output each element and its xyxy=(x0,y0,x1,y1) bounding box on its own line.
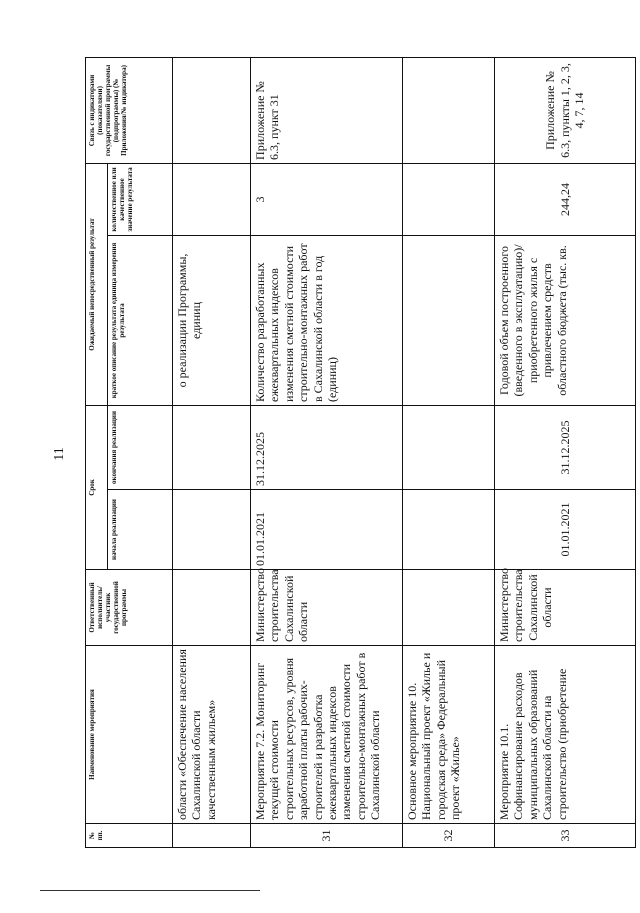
cell-desc: Годовой объем построенного (введенного в эксплуатацию)/ приобретенного жилья с привлечением средств областного бюджета (тыс. кв. xyxy=(495,235,636,405)
header-num: № пп. xyxy=(86,824,173,848)
cell-value xyxy=(173,163,251,235)
header-term-end: окончания реализации xyxy=(108,405,173,489)
cell-indicator xyxy=(173,57,251,163)
cell-indicator: Приложение № 6.3, пункты 1, 2, 3, 4, 7, 14 xyxy=(495,57,636,163)
cell-executor: Министерство строительства Сахалинской области xyxy=(251,570,403,646)
cell-executor xyxy=(403,570,495,646)
header-term-start: начала реализации xyxy=(108,490,173,570)
header-indicator: Связь с индикаторами (показателями) государственной программы (подпрограммы) (№ Приложения/№ индикатора) xyxy=(86,57,173,163)
header-result-value: количественное или качественное значение результата xyxy=(108,163,173,235)
cell-end: 31.12.2025 xyxy=(251,405,403,489)
measures-table xyxy=(85,57,636,848)
cell-value xyxy=(403,163,495,235)
cell-name: Мероприятие 7.2. Мониторинг текущей стоимости строительных ресурсов, уровня заработной платы рабочих-строителей и разработка ежеквартальных индексов изменения сметной стоимости строительно-монтажных работ в Сахалинской области xyxy=(251,646,403,824)
table-container xyxy=(85,58,635,848)
table-row xyxy=(403,57,495,847)
cell-indicator xyxy=(403,57,495,163)
cell-start: 01.01.2021 xyxy=(495,490,636,570)
cell-num: 33 xyxy=(495,824,636,848)
cell-name: области «Обеспечение населения Сахалинской области качественным жильем» xyxy=(173,646,251,824)
header-result-desc: краткое описание результата единица измерения результата xyxy=(108,235,173,405)
header-term: Срок xyxy=(86,405,108,569)
table-row xyxy=(173,57,251,847)
cell-num: 31 xyxy=(251,824,403,848)
cell-start: 01.01.2021 xyxy=(251,490,403,570)
cell-executor xyxy=(173,570,251,646)
cell-end xyxy=(173,405,251,489)
cell-desc: о реализации Программы, единиц xyxy=(173,235,251,405)
cell-end: 31.12.2025 xyxy=(495,405,636,489)
header-executor: Ответственный исполнитель/участник государственной программы xyxy=(86,570,173,646)
cell-end xyxy=(403,405,495,489)
cell-value: 244,24 xyxy=(495,163,636,235)
cell-num: 32 xyxy=(403,824,495,848)
cell-start xyxy=(173,490,251,570)
cell-executor: Министерство строительства Сахалинской области xyxy=(495,570,636,646)
table-row xyxy=(251,57,403,847)
table-row xyxy=(495,57,636,847)
cell-name: Мероприятие 10.1. Софинансирование расходов муниципальных образований Сахалинской области на строительство (приобретение xyxy=(495,646,636,824)
cell-value: 3 xyxy=(251,163,403,235)
cell-indicator: Приложение № 6.3, пункт 31 xyxy=(251,57,403,163)
cell-start xyxy=(403,490,495,570)
cell-desc: Количество разработанных ежеквартальных индексов изменения сметной стоимости строительно-монтажных работ в Сахалинской области в год (единиц) xyxy=(251,235,403,405)
page-number: 11 xyxy=(52,447,67,461)
cell-desc xyxy=(403,235,495,405)
header-name: Наименование мероприятия xyxy=(86,646,173,824)
rotated-page xyxy=(85,58,635,848)
cell-num xyxy=(173,824,251,848)
cell-name: Основное мероприятие 10. Национальный проект «Жилье и городская среда» Федеральный проект «Жилье» xyxy=(403,646,495,824)
header-result: Ожидаемый непосредственный результат xyxy=(86,163,108,405)
